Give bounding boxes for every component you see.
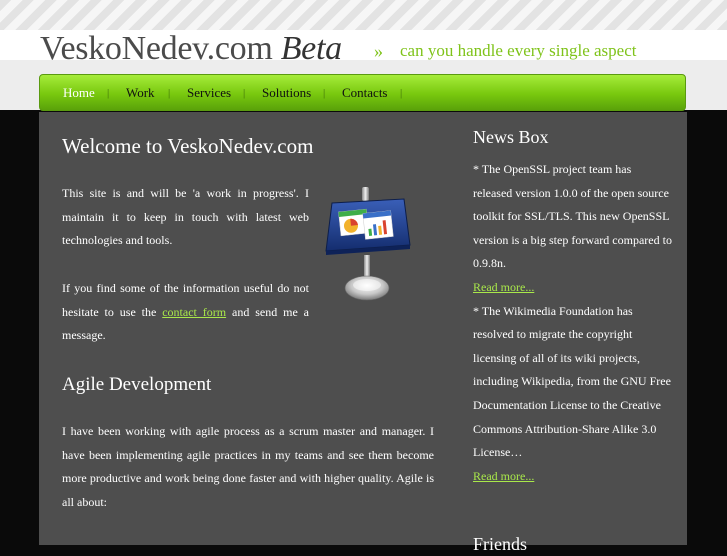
nav-solutions[interactable]: Solutions [262,85,312,100]
nav-work[interactable]: Work [126,85,155,100]
header-separator: » [374,41,383,61]
nav-separator: | [168,87,171,99]
welcome-title: Welcome to VeskoNedev.com [62,134,314,158]
agile-title: Agile Development [62,374,212,395]
news-box-title: News Box [473,127,549,147]
nav-home[interactable]: Home [63,85,95,100]
read-more-link[interactable]: Read more... [473,468,535,483]
news-item-text: * The OpenSSL project team has released version 1.0.0 of the open source toolkit for SSL/TLS. This new OpenSSL version is a big step forward compared to 0.9.8n. [473,162,672,271]
read-more-link[interactable]: Read more... [473,279,535,294]
nav-separator: | [107,87,110,99]
info-text-after: and send me a message. [62,304,310,343]
info-text-before: If you find some of the information useful do not hesitate to use the [62,281,309,319]
nav-services[interactable]: Services [187,85,232,100]
nav-separator: | [243,87,246,99]
logo-main: VeskoNedev.com [40,30,273,67]
site-tagline: can you handle every single aspect [400,41,637,60]
info-paragraph [62,277,309,348]
intro-paragraph: This site is and will be 'a work in progress'. I maintain it to keep in touch with latest web technologies and tools. [62,186,309,248]
header-stripes [0,0,727,30]
main-nav [39,74,686,111]
nav-contacts[interactable]: Contacts [342,85,388,100]
agile-paragraph: I have been working with agile process as a scrum master and manager. I have been implementing agile practices in my teams and see them become more productive and work being done faster and with higher quality. Agile is all about: [62,424,434,510]
news-item-text: * The Wikimedia Foundation has resolved to migrate the copyright licensing of all of its wiki projects, including Wikipedia, from the GNU Free Documentation License to the Creative Commons Attribution-Share Alike 3.0 License… [473,303,671,460]
nav-separator: | [323,87,326,99]
contact-form-link[interactable]: contact form [162,304,227,319]
nav-separator: | [400,87,403,99]
site-logo[interactable] [40,27,342,71]
keynote-presentation-icon [320,185,412,305]
news-list [473,158,673,488]
logo-beta: Beta [280,30,342,67]
friends-title: Friends [473,534,527,554]
